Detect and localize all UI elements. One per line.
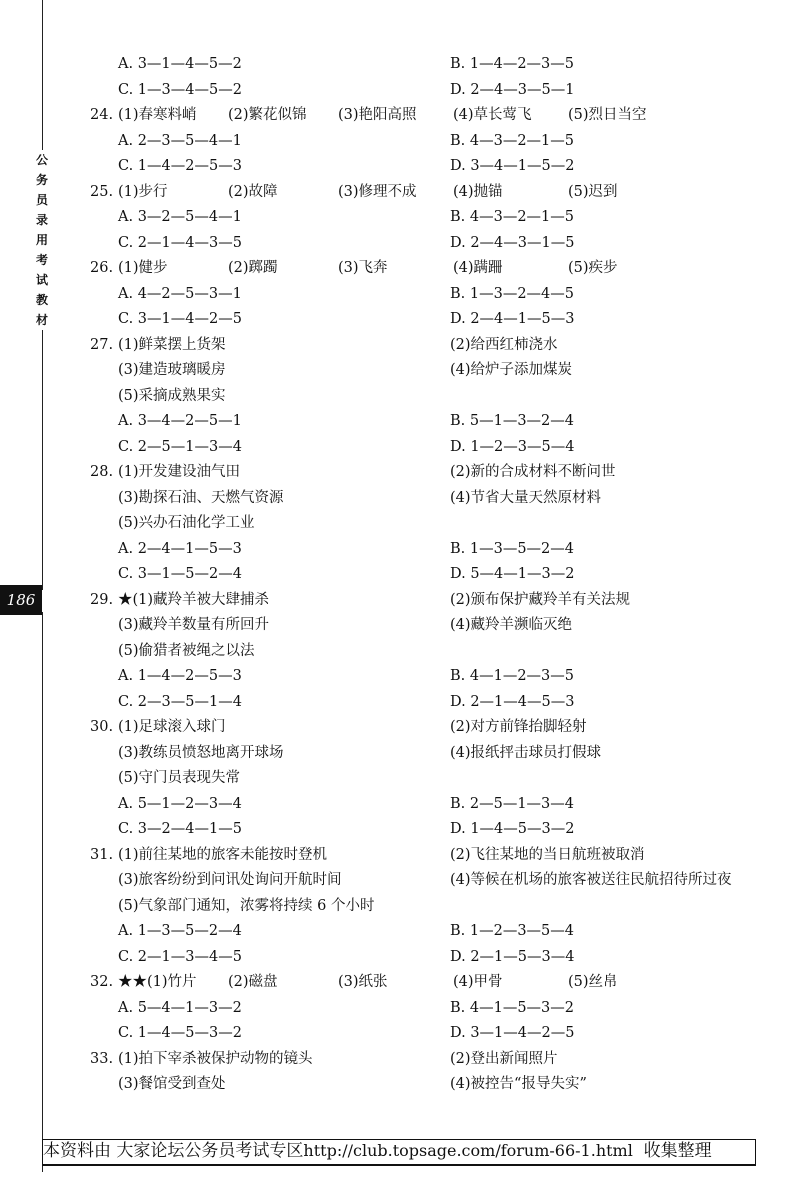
- question-row: [90, 384, 780, 410]
- statement-item: (4)等候在机场的旅客被送往民航招待所过夜: [450, 872, 732, 888]
- question-number: 30.: [90, 719, 114, 735]
- statement-item: (3)旅客纷纷到问讯处询问开航时间: [118, 872, 342, 888]
- answer-option: D. 2—4—3—1—5: [450, 234, 575, 251]
- question-row: [90, 766, 780, 792]
- question-row: [90, 1047, 780, 1073]
- statement-item: (3)勘探石油、天燃气资源: [118, 489, 284, 506]
- question-number: 24.: [90, 107, 114, 123]
- question-number: 32.: [90, 974, 114, 990]
- statement-item: (4)蹒跚: [453, 260, 503, 276]
- footer-url[interactable]: http://club.topsage.com/forum-66-1.html: [303, 1141, 633, 1160]
- statement-item: (1)健步: [118, 260, 168, 276]
- answer-option: B. 4—3—2—1—5: [450, 209, 575, 225]
- question-row: [90, 1072, 780, 1098]
- answer-option: A. 1—3—5—2—4: [118, 923, 242, 939]
- side-title-char: 材: [35, 313, 48, 327]
- answer-option: A. 2—4—1—5—3: [118, 540, 242, 557]
- side-title-char: 录: [35, 213, 48, 227]
- question-row: [90, 537, 780, 563]
- statement-item: (5)采摘成熟果实: [118, 387, 226, 404]
- question-number: 31.: [90, 846, 114, 863]
- question-row: [90, 358, 780, 384]
- statement-item: (2)飞往某地的当日航班被取消: [450, 846, 645, 863]
- footer-banner: [42, 1139, 756, 1166]
- question-row: [90, 307, 780, 333]
- question-number: 25.: [90, 183, 114, 200]
- statement-item: (5)烈日当空: [568, 107, 647, 123]
- question-q26: [90, 256, 780, 333]
- question-list: [90, 52, 780, 1098]
- statement-item: (5)丝帛: [568, 974, 618, 990]
- answer-option: D. 3—1—4—2—5: [450, 1025, 575, 1041]
- answer-option: C. 3—1—4—2—5: [118, 311, 242, 327]
- question-row: [90, 486, 780, 512]
- side-title-char: 考: [35, 253, 48, 267]
- question-number: 33.: [90, 1050, 114, 1067]
- answer-option: B. 2—5—1—3—4: [450, 795, 575, 812]
- margin-rule: [42, 612, 43, 1172]
- question-row: [90, 970, 780, 996]
- question-q25: [90, 180, 780, 257]
- answer-option: B. 5—1—3—2—4: [450, 413, 575, 429]
- statement-item: (2)踯躅: [228, 260, 278, 276]
- statement-item: (1)前往某地的旅客未能按时登机: [118, 846, 328, 863]
- statement-item: (5)守门员表现失常: [118, 770, 241, 786]
- side-title-char: 务: [35, 173, 48, 187]
- statement-item: (3)藏羚羊数量有所回升: [118, 617, 270, 633]
- question-q23: [90, 52, 780, 103]
- answer-option: A. 4—2—5—3—1: [118, 285, 242, 302]
- statement-item: (4)抛锚: [453, 183, 503, 200]
- question-row: [90, 562, 780, 588]
- statement-item: ★★(1)竹片: [118, 974, 197, 990]
- question-row: [90, 333, 780, 359]
- answer-option: A. 5—4—1—3—2: [118, 999, 242, 1016]
- question-row: [90, 945, 780, 971]
- statement-item: (4)藏羚羊濒临灭绝: [450, 617, 573, 633]
- side-title-char: 公: [35, 153, 48, 167]
- question-q33: [90, 1047, 780, 1098]
- statement-item: (2)繁花似锦: [228, 107, 307, 123]
- question-row: [90, 817, 780, 843]
- footer-suffix: 收集整理: [643, 1141, 712, 1161]
- answer-option: D. 3—4—1—5—2: [450, 158, 575, 174]
- statement-item: (2)磁盘: [228, 974, 278, 990]
- footer-prefix: 本资料由 大家论坛公务员考试专区: [43, 1141, 304, 1161]
- question-row: [90, 511, 780, 537]
- answer-option: D. 2—1—5—3—4: [450, 948, 575, 965]
- question-row: [90, 154, 780, 180]
- answer-option: A. 1—4—2—5—3: [118, 668, 242, 684]
- answer-option: B. 1—2—3—5—4: [450, 923, 575, 939]
- question-q30: [90, 715, 780, 843]
- question-row: [90, 664, 780, 690]
- statement-item: (1)开发建设油气田: [118, 464, 241, 480]
- statement-item: (3)建造玻璃暖房: [118, 362, 226, 378]
- side-book-title: [30, 150, 54, 330]
- question-row: [90, 205, 780, 231]
- question-q31: [90, 843, 780, 971]
- statement-item: (5)迟到: [568, 183, 618, 200]
- statement-item: (4)被控告“报导失实”: [450, 1076, 587, 1092]
- answer-option: C. 2—1—4—3—5: [118, 234, 242, 251]
- question-row: [90, 919, 780, 945]
- answer-option: D. 2—4—3—5—1: [450, 81, 575, 98]
- question-row: [90, 256, 780, 282]
- statement-item: (2)故障: [228, 183, 278, 200]
- question-q32: [90, 970, 780, 1047]
- statement-item: (2)新的合成材料不断问世: [450, 464, 616, 480]
- question-row: [90, 103, 780, 129]
- statement-item: (2)颁布保护藏羚羊有关法规: [450, 591, 631, 608]
- question-q29: [90, 588, 780, 716]
- answer-option: D. 2—1—4—5—3: [450, 693, 575, 710]
- answer-option: C. 3—1—5—2—4: [118, 566, 242, 582]
- answer-option: B. 1—4—2—3—5: [450, 56, 575, 72]
- answer-option: C. 1—4—5—3—2: [118, 1025, 242, 1041]
- answer-option: A. 3—1—4—5—2: [118, 56, 242, 72]
- answer-option: D. 1—4—5—3—2: [450, 821, 575, 837]
- question-row: [90, 588, 780, 614]
- question-q24: [90, 103, 780, 180]
- side-title-char: 教: [35, 293, 48, 307]
- statement-item: (3)教练员愤怒地离开球场: [118, 744, 284, 761]
- statement-item: (1)步行: [118, 183, 168, 200]
- page-number: 186: [0, 585, 42, 615]
- answer-option: D. 5—4—1—3—2: [450, 566, 575, 582]
- question-row: [90, 843, 780, 869]
- answer-option: A. 3—2—5—4—1: [118, 209, 242, 225]
- answer-option: C. 3—2—4—1—5: [118, 821, 242, 837]
- statement-item: (2)登出新闻照片: [450, 1050, 558, 1067]
- statement-item: (1)足球滚入球门: [118, 719, 226, 735]
- side-title-char: 员: [35, 193, 48, 207]
- question-row: [90, 996, 780, 1022]
- question-row: [90, 715, 780, 741]
- statement-item: (5)疾步: [568, 260, 618, 276]
- answer-option: C. 2—5—1—3—4: [118, 438, 242, 455]
- answer-option: B. 4—1—5—3—2: [450, 999, 575, 1016]
- question-number: 27.: [90, 336, 114, 353]
- answer-option: B. 1—3—5—2—4: [450, 540, 575, 557]
- question-row: [90, 409, 780, 435]
- statement-item: (4)甲骨: [453, 974, 503, 990]
- question-row: [90, 639, 780, 665]
- question-q27: [90, 333, 780, 461]
- statement-item: (5)兴办石油化学工业: [118, 515, 255, 531]
- question-row: [90, 282, 780, 308]
- question-row: [90, 78, 780, 104]
- question-row: [90, 231, 780, 257]
- side-title-char: 用: [35, 233, 48, 247]
- question-row: [90, 613, 780, 639]
- question-q28: [90, 460, 780, 588]
- question-row: [90, 868, 780, 894]
- answer-option: D. 1—2—3—5—4: [450, 438, 575, 455]
- question-number: 28.: [90, 464, 114, 480]
- question-number: 26.: [90, 260, 114, 276]
- answer-option: B. 4—1—2—3—5: [450, 668, 575, 684]
- statement-item: (4)报纸抨击球员打假球: [450, 744, 602, 761]
- statement-item: (5)气象部门通知，浓雾将持续 6 个小时: [118, 897, 375, 914]
- question-row: [90, 460, 780, 486]
- statement-item: ★(1)藏羚羊被大肆捕杀: [118, 591, 270, 608]
- statement-item: (3)飞奔: [338, 260, 388, 276]
- answer-option: C. 2—1—3—4—5: [118, 948, 242, 965]
- question-row: [90, 792, 780, 818]
- answer-option: D. 2—4—1—5—3: [450, 311, 575, 327]
- answer-option: C. 1—4—2—5—3: [118, 158, 242, 174]
- answer-option: C. 2—3—5—1—4: [118, 693, 242, 710]
- statement-item: (5)偷猎者被绳之以法: [118, 642, 255, 659]
- question-row: [90, 1021, 780, 1047]
- statement-item: (3)修理不成: [338, 183, 417, 200]
- answer-option: A. 5—1—2—3—4: [118, 795, 242, 812]
- question-row: [90, 180, 780, 206]
- question-row: [90, 894, 780, 920]
- answer-option: B. 4—3—2—1—5: [450, 132, 575, 149]
- answer-option: C. 1—3—4—5—2: [118, 81, 242, 98]
- statement-item: (2)对方前锋抬脚轻射: [450, 719, 587, 735]
- statement-item: (1)春寒料峭: [118, 107, 197, 123]
- statement-item: (3)餐馆受到查处: [118, 1076, 226, 1092]
- question-row: [90, 741, 780, 767]
- question-row: [90, 435, 780, 461]
- side-title-char: 试: [35, 273, 48, 287]
- question-row: [90, 690, 780, 716]
- statement-item: (3)艳阳高照: [338, 107, 417, 123]
- statement-item: (1)拍下宰杀被保护动物的镜头: [118, 1050, 313, 1067]
- statement-item: (2)给西红柿浇水: [450, 336, 558, 353]
- statement-item: (3)纸张: [338, 974, 388, 990]
- question-number: 29.: [90, 591, 114, 608]
- statement-item: (4)给炉子添加煤炭: [450, 362, 573, 378]
- statement-item: (1)鲜菜摆上货架: [118, 336, 226, 353]
- answer-option: A. 3—4—2—5—1: [118, 413, 242, 429]
- statement-item: (4)节省大量天然原材料: [450, 489, 602, 506]
- question-row: [90, 52, 780, 78]
- question-row: [90, 129, 780, 155]
- answer-option: B. 1—3—2—4—5: [450, 285, 575, 302]
- answer-option: A. 2—3—5—4—1: [118, 132, 242, 149]
- statement-item: (4)草长莺飞: [453, 107, 532, 123]
